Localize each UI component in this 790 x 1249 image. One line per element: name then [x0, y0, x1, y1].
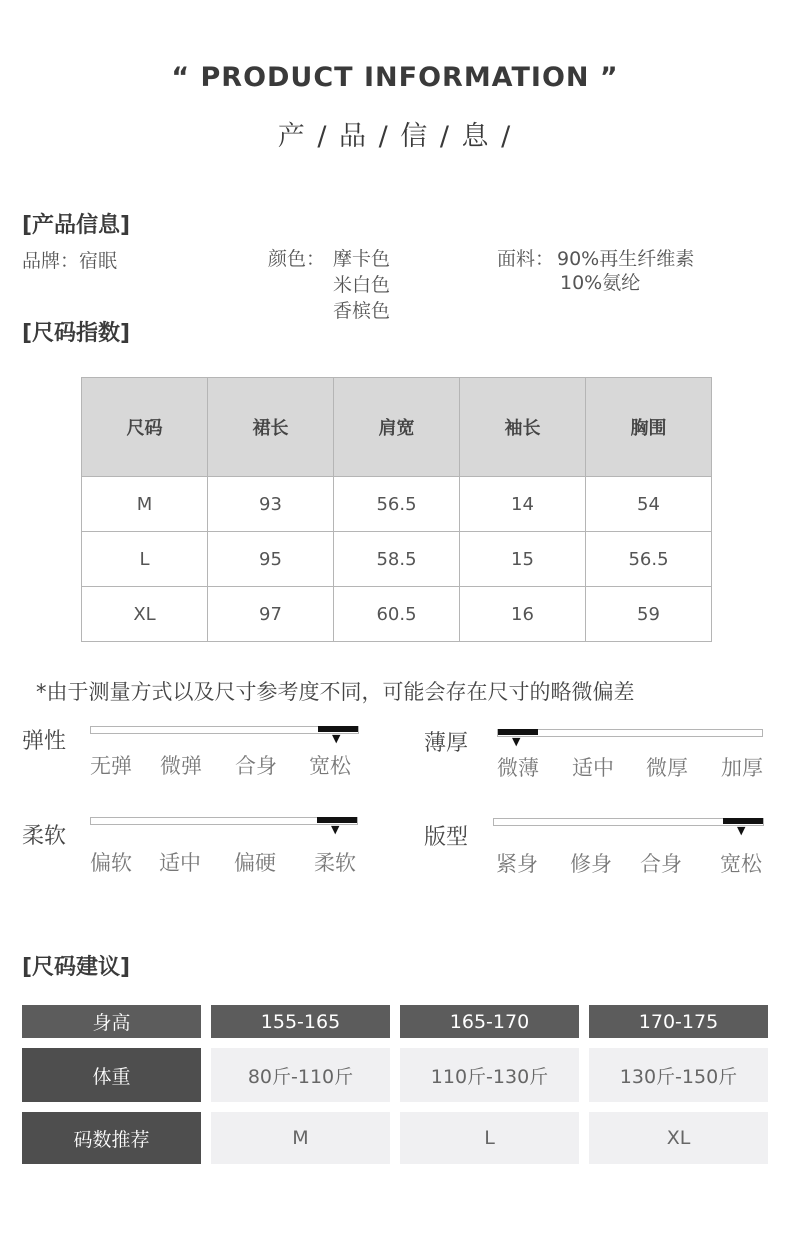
table-cell: 14 — [460, 477, 586, 532]
attribute-option: 紧身 — [496, 852, 538, 876]
page-title-en: “ PRODUCT INFORMATION ” — [171, 62, 619, 93]
attribute-label: 薄厚 — [424, 731, 469, 756]
table-row — [82, 477, 712, 532]
color-value-3: 香槟色 — [333, 300, 391, 322]
attribute-label: 版型 — [424, 825, 469, 850]
table-cell: L — [82, 532, 208, 587]
table-cell: 95 — [208, 532, 334, 587]
rec-size-value: L — [400, 1112, 579, 1164]
attribute-option: 适中 — [159, 851, 201, 875]
attribute-option: 加厚 — [721, 756, 763, 780]
attribute-option: 微弹 — [160, 754, 202, 778]
attribute-track — [90, 817, 358, 836]
table-cell: 97 — [208, 587, 334, 642]
attribute-option: 宽松 — [309, 754, 351, 778]
color-value-1: 摩卡色 — [333, 248, 391, 270]
rec-label-weight: 体重 — [22, 1048, 201, 1102]
size-table — [81, 377, 712, 642]
table-cell: 56.5 — [334, 477, 460, 532]
fabric-value-1: 90%再生纤维素 — [557, 248, 695, 270]
section-title-product-info: [产品信息] — [22, 213, 131, 238]
table-cell: 93 — [208, 477, 334, 532]
header-cell-size: 尺码 — [82, 378, 208, 477]
attribute-option: 偏软 — [90, 851, 132, 875]
rec-weight-value: 80斤-110斤 — [211, 1048, 390, 1102]
color-value-2: 米白色 — [333, 274, 391, 296]
rec-size-value: XL — [589, 1112, 768, 1164]
attribute-thickness — [424, 724, 774, 784]
rec-label-size: 码数推荐 — [22, 1112, 201, 1164]
header-cell-length: 裙长 — [208, 378, 334, 477]
table-cell: 54 — [586, 477, 712, 532]
attribute-option: 柔软 — [314, 851, 356, 875]
table-row — [82, 532, 712, 587]
rec-height-value: 155-165 — [211, 1005, 390, 1038]
rec-height-value: 165-170 — [400, 1005, 579, 1038]
attribute-option: 微薄 — [497, 756, 539, 780]
section-title-size-index: [尺码指数] — [22, 321, 131, 346]
attribute-track — [493, 818, 764, 837]
arrow-down-icon: ▼ — [332, 732, 341, 745]
attribute-label: 弹性 — [22, 729, 67, 754]
section-title-size-recommendation: [尺码建议] — [22, 955, 131, 980]
brand-text: 品牌：宿眠 — [22, 250, 118, 272]
attribute-fit — [424, 818, 774, 878]
table-row — [82, 587, 712, 642]
table-cell: 15 — [460, 532, 586, 587]
table-cell: 60.5 — [334, 587, 460, 642]
size-table-header-row — [82, 378, 712, 477]
rec-weight-value: 110斤-130斤 — [400, 1048, 579, 1102]
rec-height-value: 170-175 — [589, 1005, 768, 1038]
arrow-down-icon: ▼ — [512, 735, 521, 748]
rec-size-value: M — [211, 1112, 390, 1164]
attribute-track — [90, 726, 359, 745]
rec-weight-value: 130斤-150斤 — [589, 1048, 768, 1102]
header-cell-shoulder: 肩宽 — [334, 378, 460, 477]
attribute-option: 偏硬 — [234, 851, 276, 875]
attribute-elasticity — [22, 722, 367, 782]
table-cell: 58.5 — [334, 532, 460, 587]
table-cell: 16 — [460, 587, 586, 642]
attribute-option: 适中 — [572, 756, 614, 780]
arrow-down-icon: ▼ — [331, 823, 340, 836]
fabric-label: 面料： — [497, 248, 555, 270]
table-cell: 56.5 — [586, 532, 712, 587]
table-cell: M — [82, 477, 208, 532]
color-label: 颜色： — [268, 248, 326, 270]
header-cell-sleeve: 袖长 — [460, 378, 586, 477]
fabric-value-2: 10%氨纶 — [560, 272, 641, 294]
attribute-label: 柔软 — [22, 824, 67, 849]
attribute-track — [497, 729, 763, 748]
rec-label-height: 身高 — [22, 1005, 201, 1038]
table-cell: 59 — [586, 587, 712, 642]
measurement-note: *由于测量方式以及尺寸参考度不同，可能会存在尺寸的略微偏差 — [36, 680, 635, 704]
attribute-option: 无弹 — [90, 754, 132, 778]
attribute-option: 宽松 — [720, 852, 762, 876]
page-title-cn: 产 / 品 / 信 / 息 / — [277, 121, 513, 152]
table-cell: XL — [82, 587, 208, 642]
attribute-softness — [22, 817, 367, 877]
arrow-down-icon: ▼ — [737, 824, 746, 837]
attribute-option: 合身 — [640, 852, 682, 876]
attribute-option: 合身 — [235, 754, 277, 778]
header-cell-bust: 胸围 — [586, 378, 712, 477]
attribute-option: 修身 — [570, 852, 612, 876]
attribute-option: 微厚 — [646, 756, 688, 780]
